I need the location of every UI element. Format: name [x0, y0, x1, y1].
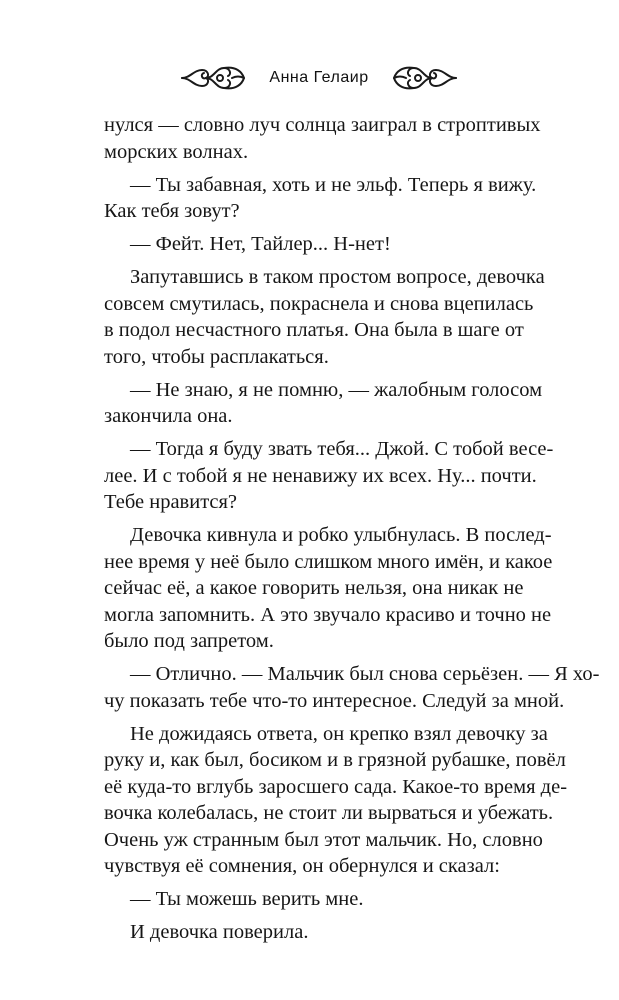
paragraph: [104, 886, 522, 913]
text-line: чувствуя её сомнения, он обернулся и сказал:: [104, 855, 500, 877]
text-line: — Фейт. Нет, Тайлер... Н-нет!: [130, 233, 391, 255]
text-line: закончила она.: [104, 405, 233, 427]
paragraph: [104, 721, 568, 880]
text-line: Как тебя зовут?: [104, 200, 240, 222]
text-line: морских волнах.: [104, 140, 249, 163]
text-line: нее время у неё было слишком много имён, и какое: [104, 550, 553, 573]
text-line: того, чтобы расплакаться.: [104, 345, 329, 368]
text-line: нулся — словно луч солнца заиграл в строптивых: [104, 114, 541, 136]
text-line: — Не знаю, я не помню, — жалобным голосом: [130, 378, 543, 401]
text-line: совсем смутилась, покраснела и снова вцепилась: [104, 292, 534, 315]
paragraph: [104, 264, 545, 370]
paragraph: [104, 377, 543, 430]
flourish-ornament-left-icon: [180, 62, 246, 94]
flourish-ornament-right-icon: [392, 62, 458, 94]
text-line: — Ты забавная, хоть и не эльф. Теперь я вижу.: [130, 173, 537, 196]
running-head-author: Анна Гелаир: [269, 69, 369, 86]
paragraph: [104, 436, 554, 516]
text-line: — Ты можешь верить мне.: [130, 888, 364, 910]
paragraph: [104, 112, 541, 165]
paragraph: [104, 919, 522, 946]
text-line: — Тогда я буду звать тебя... Джой. С тобой весе-: [130, 438, 554, 460]
text-line: — Отлично. — Мальчик был снова серьёзен. — Я хо-: [130, 663, 600, 685]
text-line: Девочка кивнула и робко улыбнулась. В послед-: [130, 524, 552, 546]
text-line: вочка колебалась, не стоит ли вырваться и убежать.: [104, 802, 554, 824]
text-line: Очень уж странным был этот мальчик. Но, словно: [104, 828, 543, 851]
text-line: чу показать тебе что-то интересное. Следуй за мной.: [104, 689, 565, 712]
text-line: в подол несчастного платья. Она была в шаге от: [104, 319, 524, 341]
text-line: И девочка поверила.: [130, 921, 309, 943]
running-header: [0, 62, 619, 96]
text-line: Запутавшись в таком простом вопросе, девочка: [130, 266, 545, 288]
paragraph: [104, 172, 537, 225]
text-line: Тебе нравится?: [104, 491, 238, 513]
text-line: её куда-то вглубь заросшего сада. Какое-то время де-: [104, 775, 568, 798]
paragraph: [104, 231, 522, 258]
page-body-text: [104, 112, 600, 952]
text-line: лее. И с тобой я не ненавижу их всех. Ну... почти.: [104, 464, 537, 487]
text-line: Не дожидаясь ответа, он крепко взял девочку за: [130, 722, 548, 745]
text-line: было под запретом.: [104, 630, 274, 652]
text-line: могла запомнить. А это звучало красиво и точно не: [104, 603, 552, 626]
text-line: руку и, как был, босиком и в грязной рубашке, повёл: [104, 749, 566, 771]
paragraph: [104, 661, 600, 714]
paragraph: [104, 522, 553, 655]
text-line: сейчас её, а какое говорить нельзя, она никак не: [104, 577, 524, 599]
